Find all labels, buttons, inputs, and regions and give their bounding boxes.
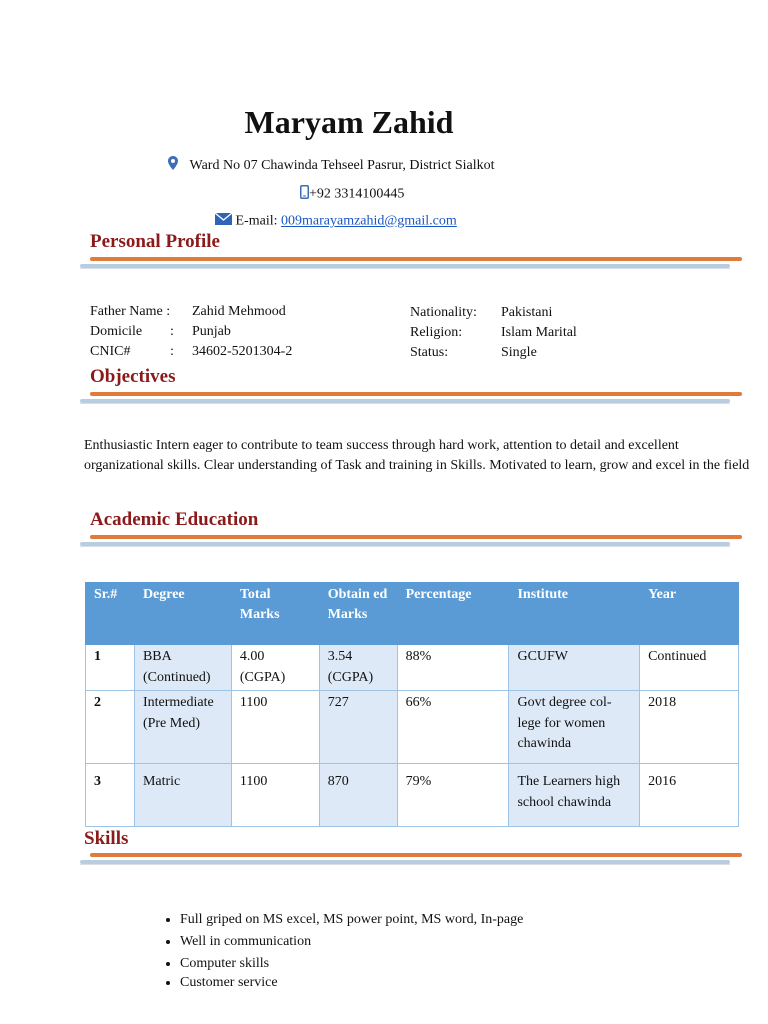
table-row	[86, 691, 739, 764]
objectives-heading: Objectives	[90, 366, 176, 387]
table-cell: 2018	[640, 691, 739, 764]
column-header: Degree	[134, 583, 231, 645]
table-row	[86, 645, 739, 691]
table-cell: Intermediate (Pre Med)	[134, 691, 231, 764]
address-line	[168, 156, 495, 175]
phone-line	[300, 185, 404, 204]
column-header: Institute	[509, 583, 640, 645]
profile-left-column	[90, 302, 292, 362]
phone-text: +92 3314100445	[309, 186, 405, 202]
table-cell: 870	[319, 764, 397, 827]
table-cell: BBA (Continued)	[134, 645, 231, 691]
table-cell: GCUFW	[509, 645, 640, 691]
table-cell: 2	[86, 691, 135, 764]
domicile-row: Domicile : Punjab	[90, 324, 231, 339]
column-header: Obtain ed Marks	[319, 583, 397, 645]
education-table	[85, 582, 739, 827]
candidate-name: Maryam Zahid	[244, 104, 454, 140]
skills-heading: Skills	[84, 828, 129, 849]
table-cell: Govt degree col-lege for women chawinda	[509, 691, 640, 764]
list-item: • Well in communication	[180, 931, 523, 953]
address-text: Ward No 07 Chawinda Tehseel Pasrur, District Sialkot	[189, 157, 495, 173]
list-item: • Customer service	[180, 974, 523, 992]
table-cell: 3	[86, 764, 135, 827]
table-cell: Continued	[640, 645, 739, 691]
status-row: Status: Single	[410, 345, 537, 360]
envelope-icon	[215, 213, 232, 230]
education-heading: Academic Education	[90, 509, 259, 530]
table-cell: 1100	[231, 764, 319, 827]
email-label: E-mail:	[235, 213, 281, 229]
table-cell: 1	[86, 645, 135, 691]
table-cell: 4.00 (CGPA)	[231, 645, 319, 691]
father-name-row: Father Name : Zahid Mehmood	[90, 304, 286, 319]
table-cell: 2016	[640, 764, 739, 827]
nationality-row: Nationality: Pakistani	[410, 305, 553, 320]
profile-right-column	[410, 303, 577, 363]
column-header: Year	[640, 583, 739, 645]
email-link[interactable]: 009marayamzahid@gmail.com	[281, 213, 457, 229]
section-divider	[80, 535, 742, 547]
table-cell: Matric	[134, 764, 231, 827]
section-divider	[80, 853, 742, 865]
table-cell: 1100	[231, 691, 319, 764]
table-cell: 88%	[397, 645, 509, 691]
table-cell: 3.54 (CGPA)	[319, 645, 397, 691]
table-cell: 727	[319, 691, 397, 764]
table-cell: 79%	[397, 764, 509, 827]
email-line	[215, 213, 457, 230]
religion-row: Religion: Islam Marital	[410, 325, 577, 340]
mobile-phone-icon	[300, 185, 309, 204]
table-header-row	[86, 583, 739, 645]
column-header: Sr.#	[86, 583, 135, 645]
location-pin-icon	[168, 156, 178, 175]
section-divider	[80, 257, 742, 269]
list-item: • Computer skills	[180, 953, 523, 974]
table-row	[86, 764, 739, 827]
list-item: • Full griped on MS excel, MS power point, MS word, In-page	[180, 908, 523, 931]
section-divider	[80, 392, 742, 404]
table-cell: The Learners high school chawinda	[509, 764, 640, 827]
column-header: Total Marks	[231, 583, 319, 645]
objectives-text: Enthusiastic Intern eager to contribute to team success through hard work, attention to detail and excellent organizational skills. Clear understanding of Task and training in Skills. Motivated to learn, grow and excel in the field	[84, 438, 750, 473]
personal-profile-heading: Personal Profile	[90, 231, 220, 252]
table-cell: 66%	[397, 691, 509, 764]
column-header: Percentage	[397, 583, 509, 645]
skills-list	[140, 908, 523, 992]
cnic-row: CNIC# : 34602-5201304-2	[90, 344, 293, 359]
